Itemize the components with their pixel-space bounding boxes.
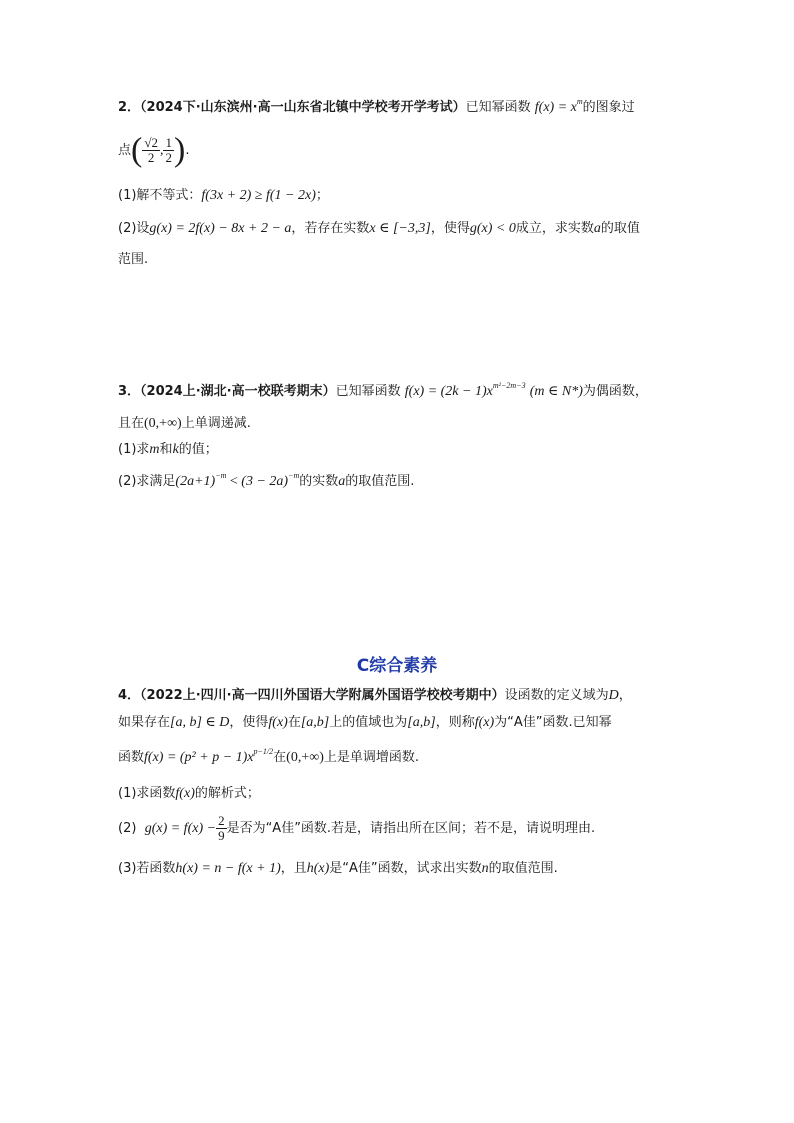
q4-part3-mid: ，且 [280, 861, 307, 876]
q2-part2-mid: ，若存在实数 [291, 221, 370, 236]
q3-exponent: m²−2m−3 [492, 381, 526, 390]
q3-interval: (0,+∞) [144, 416, 182, 431]
q3-part2-end2: 的取值范围. [345, 474, 415, 489]
q4-part2-end: 是否为“A佳”函数.若是，请指出所在区间；若不是，请说明理由. [226, 821, 596, 836]
q2-part2-function: g(x) = 2f(x) − 8x + 2 − a [149, 221, 292, 236]
q4-stem-line [118, 687, 632, 705]
q4-stem-a: 设函数的定义域为 [504, 688, 609, 703]
q3-condition: (m ∈ N*) [529, 384, 583, 399]
q4-l2-fx: f(x) [268, 715, 288, 730]
q2-part2-end2: 的取值 [600, 221, 640, 236]
q4-part3-function: h(x) = n − f(x + 1) [175, 861, 281, 876]
q2-point-y: $\frac{1}{2}$ [165, 135, 172, 165]
q4-l2-f: 为“A佳”函数.已知幂 [494, 715, 612, 730]
q4-l2-ab: [a,b] [300, 715, 330, 730]
q3-part2-var: a [338, 474, 346, 489]
q4-part1-end: 的解析式； [194, 786, 260, 801]
q4-l2-e: ，则称 [435, 715, 475, 730]
q3-part2-rhs: (3 − 2a) [241, 474, 289, 489]
q2-point-prefix: 点 [118, 143, 132, 158]
q3-number: 3． [118, 384, 141, 399]
q3-part2-lt: < [226, 474, 242, 489]
q2-part2-continued [118, 251, 148, 269]
q4-l2-d: 上的值域也为 [329, 715, 408, 730]
q2-part2-condition: g(x) < 0 [469, 221, 516, 236]
q4-source: （2022上·四川·高一四川外国语大学附属外国语学校校考期中） [140, 688, 505, 703]
q3-part1-end: 的值； [178, 442, 218, 457]
q4-part1-label: (1)求函数 [118, 786, 176, 801]
q4-number: 4． [118, 688, 141, 703]
q4-l3-a: 函数 [118, 750, 145, 765]
q3-line2 [118, 415, 251, 433]
q2-stem-a: 已知幂函数 [465, 100, 531, 115]
q3-part1-m: m [149, 442, 160, 457]
q2-part1 [118, 187, 329, 205]
q4-l3-c: 上是单调增函数. [323, 750, 420, 765]
q2-function: f(x) = x [534, 100, 577, 115]
q4-domain-var: D [608, 688, 619, 703]
q2-part1-label: (1)解不等式： [118, 188, 202, 203]
q2-part2-label: (2)设 [118, 221, 150, 236]
q3-part2-lhs: (2a+1) [175, 474, 216, 489]
q3-part2-end: 的实数 [299, 474, 339, 489]
q3-part1-label: (1)求 [118, 442, 150, 457]
q4-l2-ab2: [a,b] [407, 715, 436, 730]
q4-l3-b: 在 [273, 750, 287, 765]
q4-part3-mid2: 是“A佳”函数，试求出实数 [329, 861, 482, 876]
q4-part3 [118, 860, 558, 878]
q3-part2-exp2: −m [288, 471, 300, 480]
q4-part2-function: g(x) = f(x) − [144, 821, 217, 836]
q2-part2-range: x ∈ [−3,3] [369, 221, 431, 236]
q2-point-x: $\frac{√2}{2}$ [144, 135, 158, 165]
q4-part3-var: n [481, 861, 489, 876]
q4-part2-fraction: $\frac{2}{9}$ [218, 813, 225, 843]
q2-source: （2024下·山东滨州·高一山东省北镇中学校考开学考试） [140, 100, 466, 115]
q4-l2-c: 在 [287, 715, 301, 730]
q2-exponent: m [576, 97, 583, 106]
q3-part1-k: k [172, 442, 179, 457]
q3-line2-a: 且在 [118, 416, 145, 431]
q3-part2 [118, 473, 414, 491]
section-title: C综合素养 [356, 656, 438, 676]
q4-part1-fx: f(x) [175, 786, 195, 801]
q2-part2-cont: 范围. [118, 252, 149, 267]
q4-part2 [118, 812, 595, 846]
q2-part1-end: ； [315, 188, 329, 203]
q2-stem-line [118, 99, 635, 117]
q2-point-suffix: . [185, 143, 190, 158]
q3-line2-b: 上单调递减. [181, 416, 251, 431]
q4-l2-a: 如果存在 [118, 715, 171, 730]
q2-part2-mid2: ，使得 [430, 221, 470, 236]
q4-l3-function: f(x) = (p² + p − 1)x [144, 750, 254, 765]
q2-part2 [118, 220, 640, 238]
q4-part3-label: (3)若函数 [118, 861, 176, 876]
q2-stem-b: 的图象过 [582, 100, 635, 115]
q2-part1-inequality: f(3x + 2) ≥ f(1 − 2x) [201, 188, 316, 203]
q3-part1 [118, 441, 218, 459]
q2-part2-var: a [593, 221, 601, 236]
q4-l2-fx2: f(x) [474, 715, 495, 730]
q2-point-line: 点( $\frac{√2}{2}$ , $\frac{1}{2}$ ). [118, 131, 190, 169]
q4-part3-hx: h(x) [306, 861, 330, 876]
q3-stem-b: 为偶函数， [582, 384, 648, 399]
q3-stem-a: 已知幂函数 [335, 384, 401, 399]
q4-part2-label: (2) [118, 821, 137, 836]
q4-stem-b: ， [618, 688, 632, 703]
q4-part3-end: 的取值范围. [488, 861, 558, 876]
q2-part2-end: 成立，求实数 [515, 221, 594, 236]
q4-part1 [118, 785, 260, 803]
q4-l3-interval: (0,+∞) [286, 750, 324, 765]
q4-line3 [118, 749, 419, 767]
q4-line2 [118, 714, 612, 732]
q3-part1-and: 和 [159, 442, 173, 457]
q4-l2-interval: [a, b] ∈ D [170, 715, 230, 730]
q3-source: （2024上·湖北·高一校联考期末） [140, 384, 336, 399]
q3-part2-label: (2)求满足 [118, 474, 176, 489]
q4-l2-b: ，使得 [229, 715, 269, 730]
q3-function: f(x) = (2k − 1)x [404, 384, 493, 399]
q3-stem-line [118, 383, 648, 401]
q3-part2-exp1: −m [215, 471, 227, 480]
q4-l3-exponent: p−1/2 [253, 747, 274, 756]
q2-number: 2． [118, 100, 141, 115]
